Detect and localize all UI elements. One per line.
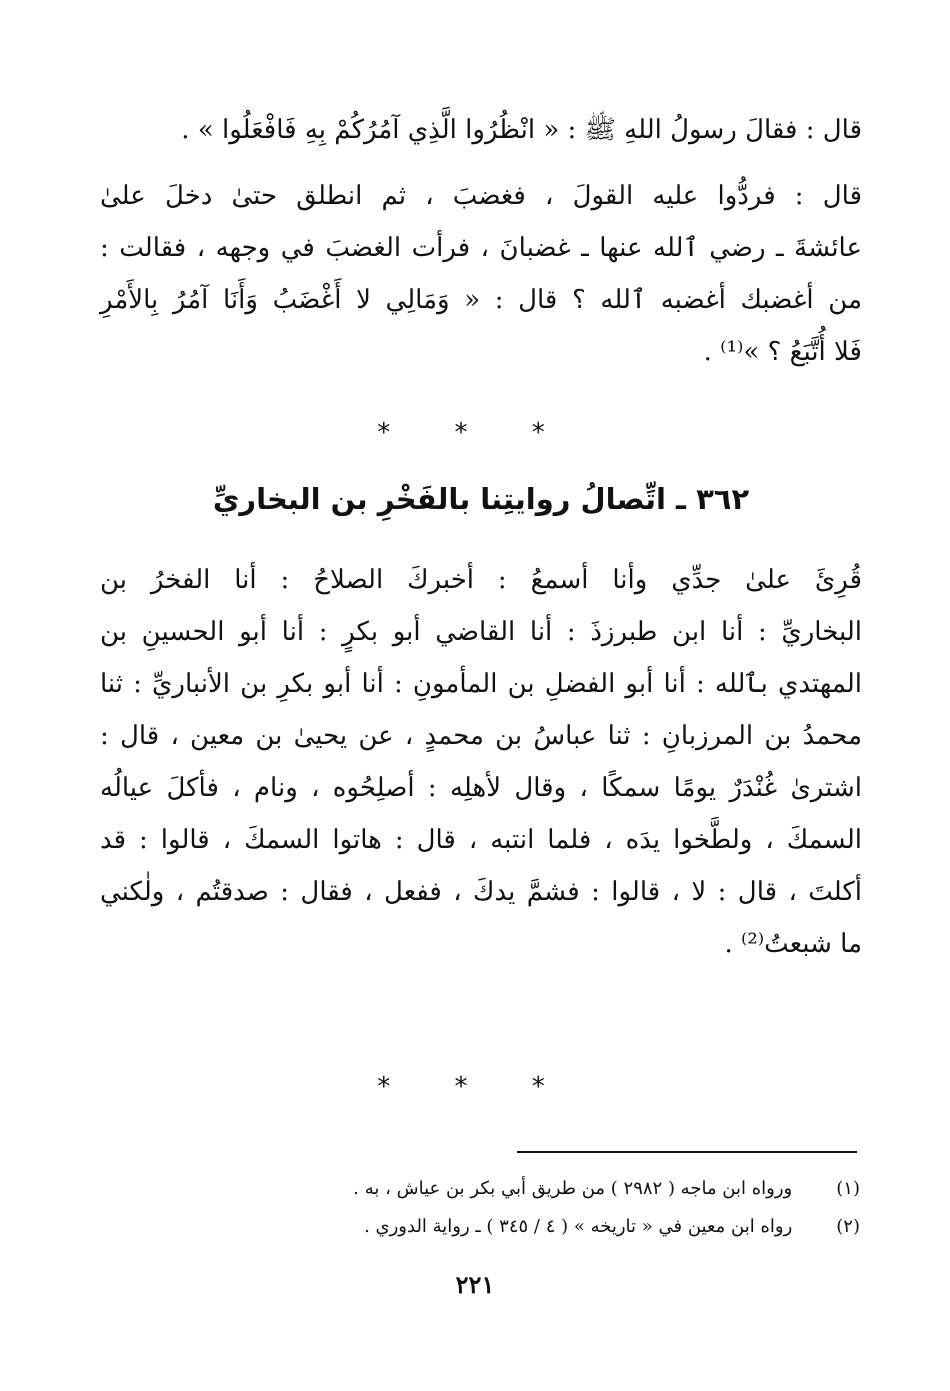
section-heading: ٣٦٢ ـ اتِّصالُ روايتِنا بالفَخْرِ بن البخاريِّ [212, 482, 750, 516]
text-line: المهتدي بٱلله : أنا أبو الفضلِ بن المأمونِ : أنا أبو بكرِ بن الأنباريِّ : ثنا [100, 669, 862, 699]
section-divider-stars: * * * [377, 418, 573, 448]
text-line: اشترىٰ غُنْدَرٌ يومًا سمكًا ، وقال لأهلِه : أصلِحُوه ، ونام ، فأكلَ عيالُه [100, 773, 862, 803]
text-line: فَلا أُتَّبَعُ ؟ »⁽¹⁾ . [703, 337, 862, 367]
paragraph-3 [100, 554, 862, 970]
text-line: عائشةَ ـ رضي ٱلله عنها ـ غضبانَ ، فرأت الغضبَ في وجهه ، فقالت : [100, 233, 862, 263]
text-line: قُرِئَ علىٰ جدِّي وأنا أسمعُ : أخبركَ الصلاحُ : أنا الفخرُ بن [100, 565, 862, 595]
text-line: قال : فردُّوا عليه القولَ ، فغضبَ ، ثم انطلق حتىٰ دخلَ علىٰ [100, 181, 862, 211]
text-line: ما شبعتُ⁽²⁾ . [724, 929, 862, 959]
page-number: ٢٢١ [455, 1270, 495, 1299]
footnotes [100, 1170, 860, 1246]
footnote-separator [517, 1151, 857, 1153]
footnote-text: ورواه ابن ماجه ( ٢٩٨٢ ) من طريق أبي بكر بن عياش ، به . [353, 1178, 793, 1199]
paragraph-2 [100, 170, 862, 378]
footnote-mark: (٢) [836, 1216, 860, 1237]
paragraph-1 [100, 104, 862, 156]
footnote-1 [100, 1170, 860, 1208]
text-line: قال : فقالَ رسولُ اللهِ ﷺ : « انْظُرُوا الَّذِي آمُرُكُمْ بِهِ فَافْعَلُوا » . [181, 115, 862, 145]
text-line: محمدُ بن المرزبانِ : ثنا عباسُ بن محمدٍ ، عن يحيىٰ بن معين ، قال : [100, 721, 862, 751]
footnote-text: رواه ابن معين في « تاريخه » ( ٤ / ٣٤٥ ) ـ رواية الدوري . [364, 1216, 793, 1237]
footnote-mark: (١) [836, 1178, 860, 1199]
text-line: أكلتَ ، قال : لا ، قالوا : فشمَّ يدكَ ، ففعل ، فقال : صدقتُم ، ولٰكني [100, 877, 862, 907]
text-line: من أغضبك أغضبه ٱلله ؟ قال : « وَمَالِي لا أَغْضَبُ وَأَنَا آمُرُ بِالأَمْرِ [100, 285, 862, 315]
footnote-2 [100, 1208, 860, 1246]
text-line: البخاريِّ : أنا ابن طبرزذَ : أنا القاضي أبو بكرٍ : أنا أبو الحسينِ بن [100, 617, 862, 647]
section-divider-stars: * * * [377, 1072, 573, 1102]
text-line: السمكَ ، ولطَّخوا يدَه ، فلما انتبه ، قال : هاتوا السمكَ ، قالوا : قد [100, 825, 862, 855]
